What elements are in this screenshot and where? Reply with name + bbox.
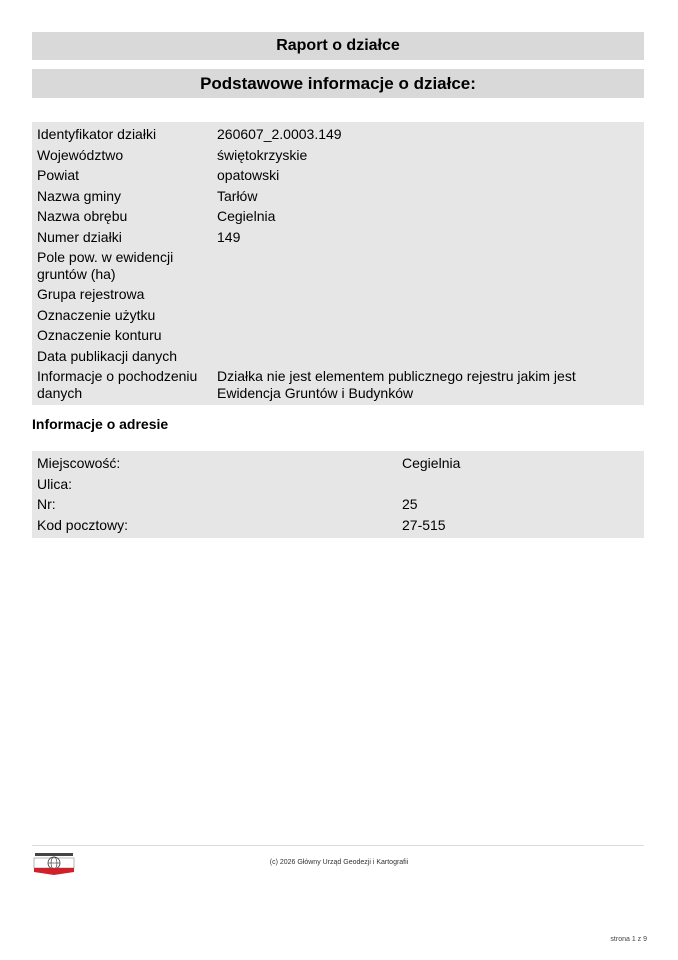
section-title: Podstawowe informacje o działce: [32, 69, 644, 98]
footer-divider [32, 845, 644, 846]
info-label: Data publikacji danych [37, 347, 178, 364]
info-value [217, 286, 644, 303]
address-label: Nr: [37, 496, 56, 512]
info-value: 260607_2.0003.149 [217, 126, 342, 142]
info-value: 149 [217, 228, 241, 245]
info-label: Nazwa obrębu [37, 208, 128, 224]
address-label: Kod pocztowy: [37, 516, 129, 533]
address-row-locality [32, 453, 644, 474]
info-row-area [32, 247, 644, 284]
info-row-precinct [32, 206, 644, 227]
info-row-publication-date [32, 346, 644, 367]
info-row-voivodeship [32, 145, 644, 166]
info-row-contour [32, 325, 644, 346]
info-label: Oznaczenie konturu [37, 327, 162, 343]
info-label: Powiat [37, 167, 80, 183]
address-value: 27-515 [402, 516, 446, 533]
info-value: Tarłów [217, 187, 258, 204]
address-value [402, 476, 644, 493]
parcel-info-table [32, 122, 644, 405]
info-label: Informacje o pochodzeniu danych [37, 368, 198, 401]
info-row-parcel-number [32, 227, 644, 248]
address-table [32, 451, 644, 538]
info-row-commune [32, 186, 644, 207]
page-title: Raport o działce [32, 32, 644, 60]
info-label: Pole pow. w ewidencji gruntów (ha) [37, 249, 174, 282]
info-value: opatowski [217, 167, 280, 183]
address-heading: Informacje o adresie [32, 416, 169, 432]
info-label: Oznaczenie użytku [37, 306, 156, 323]
info-value [217, 348, 644, 365]
info-row-county [32, 165, 644, 186]
info-label: Numer działki [37, 228, 122, 245]
info-label: Nazwa gminy [37, 187, 122, 204]
info-value [217, 307, 644, 324]
address-value: 25 [402, 496, 418, 512]
info-value: świętokrzyskie [217, 146, 308, 163]
info-value: Działka nie jest elementem publicznego rejestru jakim jest Ewidencja Gruntów i Budynków [217, 368, 576, 401]
info-label: Grupa rejestrowa [37, 286, 145, 302]
info-value [217, 249, 644, 282]
address-row-street [32, 474, 644, 495]
info-value [217, 327, 644, 344]
info-value: Cegielnia [217, 208, 276, 224]
address-label: Miejscowość: [37, 455, 121, 471]
info-label: Województwo [37, 146, 124, 163]
info-row-register-group [32, 284, 644, 305]
info-row-parcel-id [32, 124, 644, 145]
address-row-postal-code [32, 515, 644, 536]
page-number: strona 1 z 9 [610, 936, 647, 943]
info-row-land-use [32, 305, 644, 326]
info-row-data-origin [32, 366, 644, 403]
info-label: Identyfikator działki [37, 126, 157, 142]
address-label: Ulica: [37, 475, 73, 492]
address-value: Cegielnia [402, 455, 461, 471]
address-row-number [32, 494, 644, 515]
copyright-text: (c) 2026 Główny Urząd Geodezji i Kartografii [269, 859, 409, 866]
